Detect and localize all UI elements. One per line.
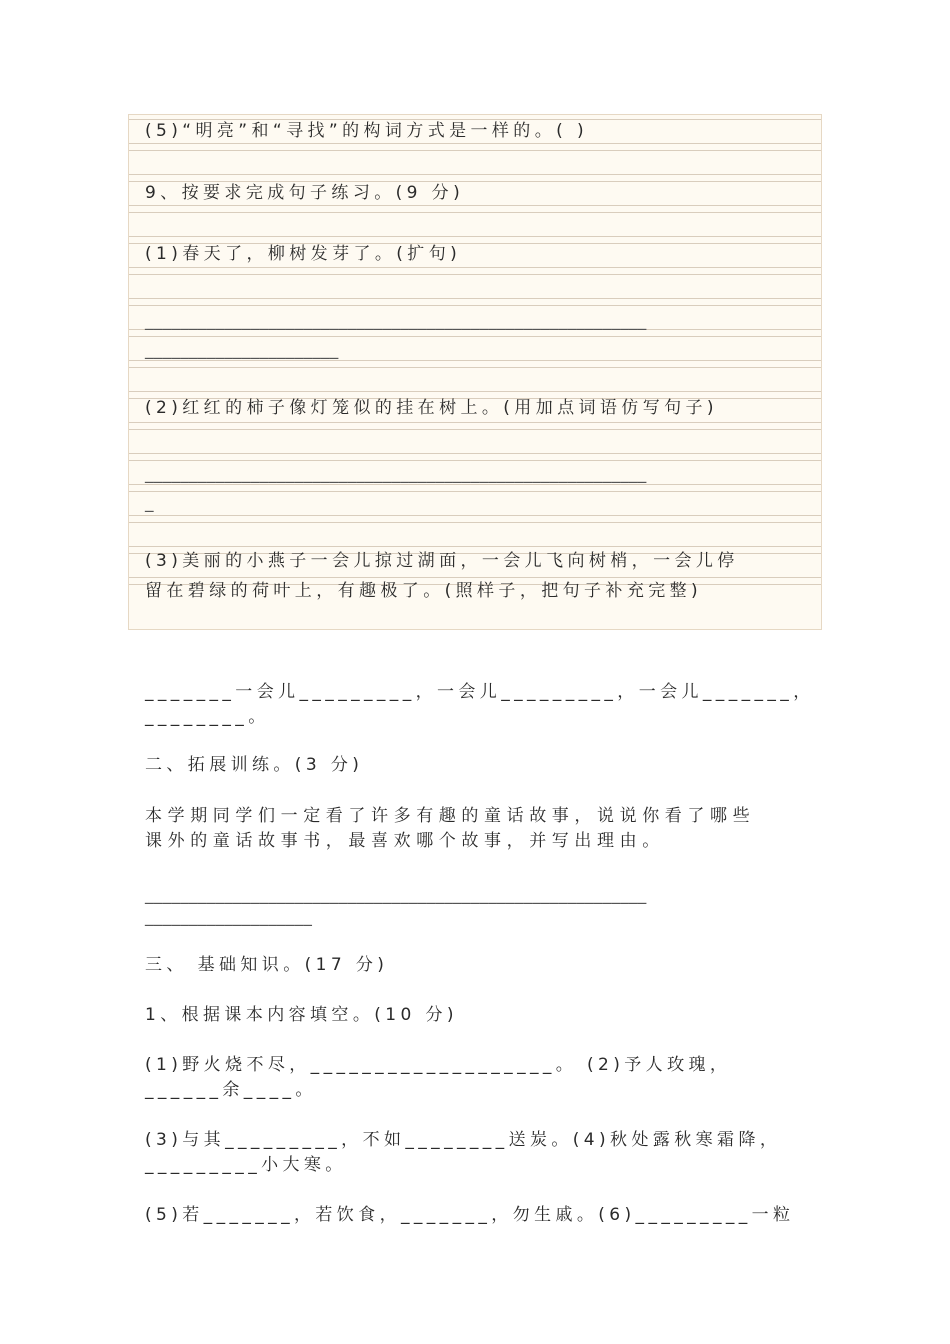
ruled-line (129, 205, 821, 206)
sentence-3-prompt-cont: 留在碧绿的荷叶上，有趣极了。(照样子，把句子补充完整) (145, 581, 703, 601)
ruled-line (129, 267, 821, 268)
sentence-2-prompt: (2)红红的柿子像灯笼似的挂在树上。(用加点词语仿写句子) (145, 398, 718, 418)
sentence-2-answer-blank-cont[interactable]: _ (145, 493, 154, 513)
section-3-heading: 三、 基础知识。(17 分) (145, 955, 389, 975)
ruled-line (129, 422, 821, 423)
sentence-3-fill-line-cont[interactable]: ________。 (145, 707, 270, 727)
ruled-line (129, 336, 821, 337)
ruled-line (129, 236, 821, 237)
sentence-1-prompt: (1)春天了，柳树发芽了。(扩句) (145, 244, 462, 264)
ruled-line (129, 577, 821, 578)
fill-in-5-6[interactable]: (5)若_______，若饮食，_______，勿生戚。(6)_________一粒 (145, 1205, 795, 1225)
question-9-heading: 9、按要求完成句子练习。(9 分) (145, 183, 465, 203)
ruled-line (129, 298, 821, 299)
ruled-line (129, 305, 821, 306)
ruled-line (129, 522, 821, 523)
section-2-question: 本学期同学们一定看了许多有趣的童话故事，说说你看了哪些 (145, 806, 756, 826)
fill-in-3-4[interactable]: (3)与其_________，不如________送炭。(4)秋处露秋寒霜降， (145, 1130, 782, 1150)
ruled-line (129, 515, 821, 516)
fill-in-3-4-cont[interactable]: _________小大寒。 (145, 1155, 347, 1175)
ruled-line (129, 460, 821, 461)
ruled-line (129, 367, 821, 368)
section-2-heading: 二、拓展训练。(3 分) (145, 755, 364, 775)
ruled-line (129, 150, 821, 151)
ruled-line (129, 143, 821, 144)
fill-in-1-2[interactable]: (1)野火烧不尽，___________________。 (2)予人玫瑰， (145, 1055, 732, 1075)
ruled-line (129, 546, 821, 547)
sentence-1-answer-blank[interactable]: _________________________________________________________ (145, 311, 647, 331)
question-5-statement: (5)“明亮”和“寻找”的构词方式是一样的。( ) (145, 121, 588, 141)
sentence-3-fill-line[interactable]: _______一会儿_________，一会儿_________，一会儿_______， (145, 682, 815, 702)
sentence-2-answer-blank[interactable]: _________________________________________________________ (145, 464, 647, 484)
ruled-line (129, 174, 821, 175)
question-1-heading: 1、根据课本内容填空。(10 分) (145, 1005, 458, 1025)
ruled-line (129, 429, 821, 430)
section-2-answer-blank-cont[interactable]: ___________________ (145, 907, 313, 927)
fill-in-1-2-cont[interactable]: ______余____。 (145, 1080, 317, 1100)
ruled-line (129, 391, 821, 392)
section-2-question-cont: 课外的童话故事书，最喜欢哪个故事，并写出理由。 (145, 831, 665, 851)
sentence-3-prompt: (3)美丽的小燕子一会儿掠过湖面，一会儿飞向树梢，一会儿停 (145, 551, 739, 571)
sentence-1-answer-blank-cont[interactable]: ______________________ (145, 340, 339, 360)
section-2-answer-blank[interactable]: _________________________________________________________ (145, 885, 647, 905)
ruled-line (129, 212, 821, 213)
ruled-line (129, 491, 821, 492)
ruled-line (129, 453, 821, 454)
ruled-line (129, 274, 821, 275)
